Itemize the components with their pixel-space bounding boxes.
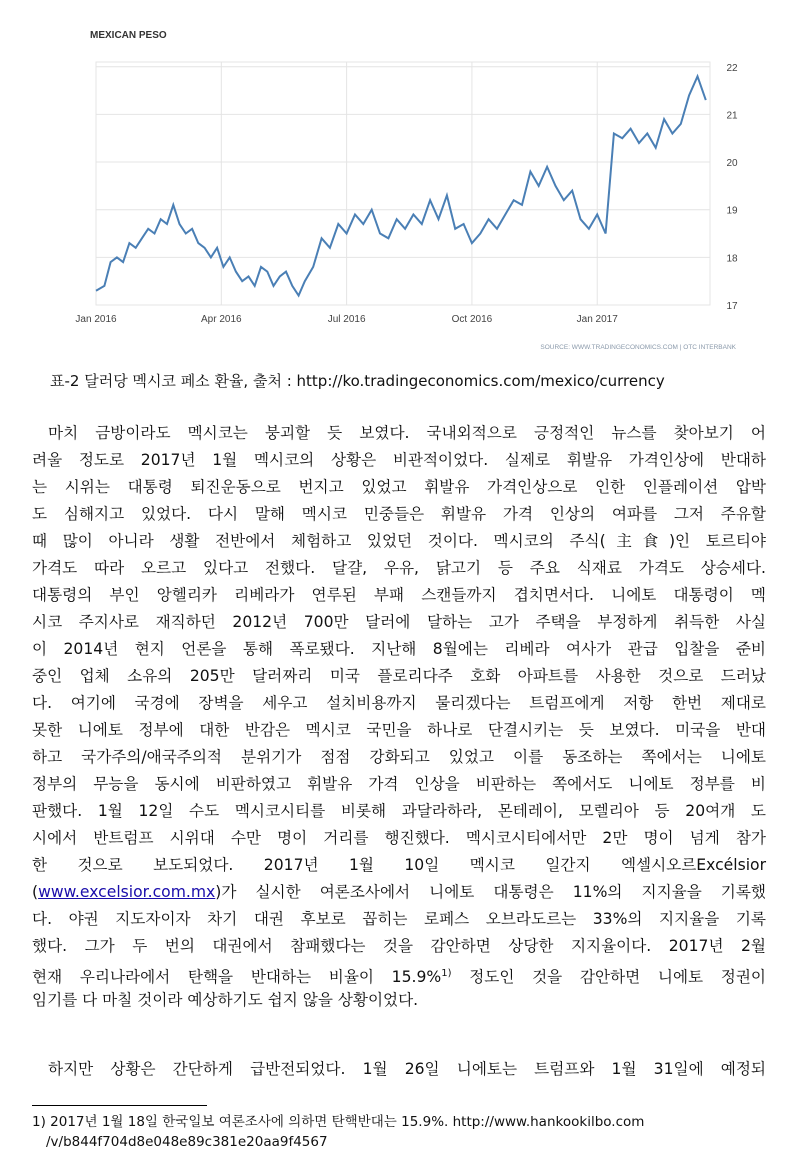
x-tick-label: Jan 2017: [576, 314, 618, 325]
footnote-line[interactable]: /v/b844f704d8e048e89c381e20aa9f4567: [46, 1134, 328, 1150]
footnote-line: 1) 2017년 1월 18일 한국일보 여론조사에 의하면 탄핵반대는 15.9%. http://www.hankookilbo.com: [32, 1114, 645, 1130]
y-tick-label: 19: [726, 205, 738, 217]
footnote-rule: [32, 1105, 207, 1106]
chart-title: MEXICAN PESO: [90, 30, 167, 41]
text-line: (www.excelsior.com.mx)가 실시한 여론조사에서 니에토 대통령은 11%의 지지율을 기록했: [32, 883, 766, 901]
text-line: 임기를 다 마칠 것이라 예상하기도 쉽지 않을 상황이었다.: [32, 991, 419, 1009]
y-tick-label: 21: [726, 110, 738, 122]
figure-caption: 표-2 달러당 멕시코 페소 환율, 출처 : http://ko.tradingeconomics.com/mexico/currency: [50, 372, 665, 390]
text-line: 하고 국가주의/애국주의적 분위기가 점점 강화되고 있었고 이를 동조하는 쪽에서는 니에토: [32, 748, 766, 766]
text-line: 중인 업체 소유의 205만 달러짜리 미국 플로리다주 호화 아파트를 사용한 것으로 드러났: [32, 667, 766, 685]
chart-grid: [96, 62, 710, 305]
paragraph-2: [32, 1056, 766, 1083]
text-line: 가격도 따라 오르고 있다고 전했다. 달걀, 우유, 닭고기 등 주요 식재료 가격도 상승세다.: [32, 559, 766, 577]
text-line: 판했다. 1월 12일 수도 멕시코시티를 비롯해 과달라하라, 몬테레이, 모렐리아 등 20여개 도: [32, 802, 766, 820]
text-line: 다. 여기에 국경에 장벽을 세우고 설치비용까지 물리겠다는 트럼프에게 저항 한번 제대로: [32, 694, 766, 712]
excelsior-link[interactable]: www.excelsior.com.mx: [38, 883, 216, 901]
paragraph-1: [32, 420, 766, 1014]
footnote-ref[interactable]: 1): [441, 968, 452, 979]
text-line: 정부의 무능을 동시에 비판하였고 휘발유 가격 인상을 비판하는 쪽에서도 니에토 정부를 비: [32, 775, 766, 793]
x-axis: [75, 314, 618, 325]
text-line: 현재 우리나라에서 탄핵을 반대하는 비율이 15.9%$^{1)}$ 정도인 것을 감안하면 니에토 정권이: [32, 968, 766, 987]
y-tick-label: 22: [726, 62, 738, 74]
plot-frame: [96, 62, 710, 305]
series-line-usd-mxn: [96, 76, 706, 295]
x-tick-label: Jan 2016: [75, 314, 117, 325]
text-line: 다. 야권 지도자이자 차기 대권 후보로 꼽히는 로페스 오브라도르는 33%의 지지율을 기록: [32, 910, 766, 928]
y-tick-label: 17: [726, 301, 738, 312]
y-axis: [726, 63, 738, 312]
chart-source: SOURCE: WWW.TRADINGECONOMICS.COM | OTC INTERBANK: [540, 344, 736, 351]
text-line: 했다. 그가 두 번의 대권에서 참패했다는 것을 감안하면 상당한 지지율이다. 2017년 2월: [32, 937, 766, 955]
text-line: 한 것으로 보도되었다. 2017년 1월 10일 멕시코 일간지 엑셀시오르Excélsior: [32, 856, 766, 874]
text-line: 대통령의 부인 앙헬리카 리베라가 연루된 부패 스캔들까지 겹치면서다. 니에토 대통령이 멕: [32, 586, 766, 604]
text-line: 못한 니에토 정부에 대한 반감은 멕시코 국민을 하나로 단결시키는 듯 보였다. 미국을 반대: [32, 721, 766, 739]
text-line: 도 심해지고 있었다. 다시 말해 멕시코 민중들은 휘발유 가격 인상의 여파를 그저 주유할: [32, 505, 766, 523]
text-line: 하지만 상황은 간단하게 급반전되었다. 1월 26일 니에토는 트럼프와 1월 31일에 예정되: [48, 1060, 766, 1078]
text-line: 이 2014년 현지 언론을 통해 폭로됐다. 지난해 8월에는 리베라 여사가 관급 입찰을 준비: [32, 640, 766, 658]
text-line: 마치 금방이라도 멕시코는 붕괴할 듯 보였다. 국내외적으로 긍정적인 뉴스를 찾아보기 어: [48, 424, 766, 442]
text-line: 때 많이 아니라 생활 전반에서 체험하고 있었던 것이다. 멕시코의 주식(主食)인 토르티야: [32, 532, 766, 550]
x-tick-label: Jul 2016: [327, 314, 366, 325]
y-tick-label: 20: [726, 158, 738, 170]
text-line: 려울 정도로 2017년 1월 멕시코의 상황은 비관적이었다. 실제로 휘발유 가격인상에 반대하: [32, 451, 766, 469]
y-tick-label: 18: [726, 253, 738, 265]
footnote: [32, 1112, 644, 1152]
text-line: 는 시위는 대통령 퇴진운동으로 번지고 있었고 휘발유 가격인상으로 인한 인플레이션 압박: [32, 478, 766, 496]
x-tick-label: Apr 2016: [201, 314, 242, 325]
text-line: 시에서 반트럼프 시위대 수만 명이 거리를 행진했다. 멕시코시티에서만 2만 명이 넘게 참가: [32, 829, 766, 847]
x-tick-label: Oct 2016: [451, 314, 493, 325]
exchange-rate-chart: [70, 22, 750, 357]
text-line: 시코 주지사로 재직하던 2012년 700만 달러에 달하는 고가 주택을 부정하게 취득한 사실: [32, 613, 766, 631]
